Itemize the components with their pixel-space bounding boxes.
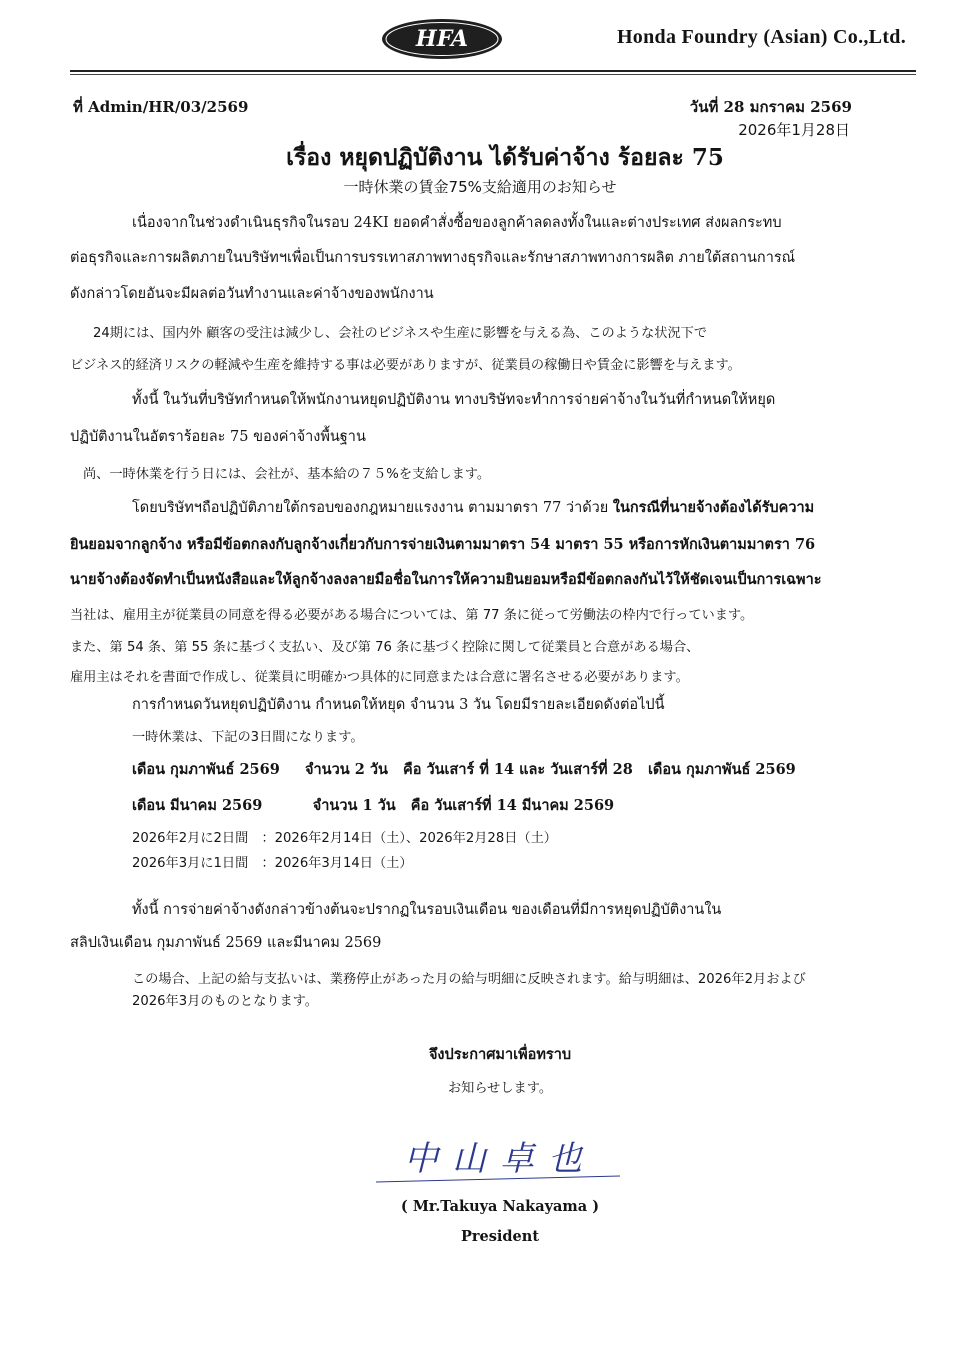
schedule-march-japanese: 2026年3月に1日間 ：2026年3月14日（土） [132, 856, 413, 871]
page-title: เรื่อง หยุดปฏิบัติงาน ได้รับค่าจ้าง ร้อยละ 75 [286, 144, 724, 171]
body-line-bold: นายจ้างต้องจัดทำเป็นหนังสือและให้ลูกจ้างลงลายมือชื่อในการให้ความยินยอมหรือมีข้อตกลงกันไว้ให้ชัดเจนเป็นการเฉพาะ [70, 571, 822, 588]
subtitle-japanese: 一時休業の賃金75%支給適用のお知らせ [343, 178, 617, 196]
date-thai: วันที่ 28 มกราคม 2569 [689, 98, 852, 116]
body-line-japanese: ビジネス的経済リスクの軽減や生産を維持する事は必要がありますが、従業員の稼働日や賃金に影響を与えます。 [70, 358, 741, 373]
body-line-japanese: 24期には、国内外 顧客の受注は減少し、会社のビジネスや生産に影響を与える為、このような状況下で [93, 326, 708, 341]
body-line: ต่อธุรกิจและการผลิตภายในบริษัทฯเพื่อเป็นการบรรเทาสภาพทางธุรกิจและรักษาสภาพทางการผลิต ภายใต้สถานการณ์ [70, 250, 796, 266]
body-line-japanese: 一時休業は、下記の3日間になります。 [132, 730, 364, 745]
body-line-japanese: 当社は、雇用主が従業員の同意を得る必要がある場合については、第 77 条に従って労働法の枠内で行っています。 [70, 608, 754, 623]
closing-japanese: お知らせします。 [447, 1081, 553, 1096]
reference-number: ที่ Admin/HR/03/2569 [73, 98, 249, 116]
body-line-bold: ยินยอมจากลูกจ้าง หรือมีข้อตกลงกับลูกจ้างเกี่ยวกับการจ่ายเงินตามมาตรา 54 มาตรา 55 หรือการหักเงินตามมาตรา 76 [70, 536, 816, 553]
handwritten-signature [370, 1130, 630, 1188]
company-name: Honda Foundry (Asian) Co.,Ltd. [616, 26, 906, 48]
schedule-february-japanese: 2026年2月に2日間 ：2026年2月14日（土）、2026年2月28日（土） [132, 831, 557, 846]
body-line-japanese: 2026年3月のものとなります。 [132, 994, 318, 1009]
signature-script: 中山卓也 [404, 1139, 596, 1179]
body-line: การกำหนดวันหยุดปฏิบัติงาน กำหนดให้หยุด จำนวน 3 วัน โดยมีรายละเอียดดังต่อไปนี้ [132, 697, 665, 713]
header-rule [70, 70, 916, 72]
body-text-bold: ในกรณีที่นายจ้างต้องได้รับความ [612, 499, 815, 516]
body-line: สลิปเงินเดือน กุมภาพันธ์ 2569 และมีนาคม 2569 [70, 935, 382, 951]
body-line-japanese: 雇用主はそれを書面で作成し、従業員に明確かつ具体的に同意または合意に署名させる必要があります。 [70, 670, 689, 685]
header-rule-thin [70, 74, 916, 75]
signatory-name: ( Mr.Takuya Nakayama ) [400, 1198, 600, 1215]
body-text: โดยบริษัทฯถือปฏิบัติภายใต้กรอบของกฎหมายแรงงาน ตามมาตรา 77 ว่าด้วย [132, 500, 613, 516]
company-logo [381, 18, 503, 60]
body-line-japanese: 尚、一時休業を行う日には、会社が、基本給の７５%を支給します。 [83, 467, 491, 482]
body-line [132, 496, 814, 519]
body-line-japanese: また、第 54 条、第 55 条に基づく支払い、及び第 76 条に基づく控除に関して従業員と合意がある場合、 [70, 640, 700, 655]
body-line: ปฏิบัติงานในอัตราร้อยละ 75 ของค่าจ้างพื้นฐาน [70, 429, 366, 445]
closing-thai: จึงประกาศมาเพื่อทราบ [428, 1046, 572, 1063]
body-line: ทั้งนี้ ในวันที่บริษัทกำหนดให้พนักงานหยุดปฏิบัติงาน ทางบริษัทจะทำการจ่ายค่าจ้างในวันที่กำหนดให้หยุด [132, 392, 776, 408]
body-line-japanese: この場合、上記の給与支払いは、業務停止があった月の給与明細に反映されます。給与明細は、2026年2月および [132, 972, 806, 987]
body-line: ทั้งนี้ การจ่ายค่าจ้างดังกล่าวข้างต้นจะปรากฏในรอบเงินเดือน ของเดือนที่มีการหยุดปฏิบัติงานใน [132, 902, 722, 918]
signatory-position: President [460, 1228, 540, 1245]
body-line: เนื่องจากในช่วงดำเนินธุรกิจในรอบ 24KI ยอดคำสั่งซื้อของลูกค้าลดลงทั้งในและต่างประเทศ ส่งผลกระทบ [132, 215, 782, 231]
schedule-february: เดือน กุมภาพันธ์ 2569 จำนวน 2 วัน คือ วันเสาร์ ที่ 14 และ วันเสาร์ที่ 28 เดือน กุมภาพันธ์ 2569 [132, 761, 796, 778]
logo-text: HFA [415, 26, 469, 52]
schedule-march: เดือน มีนาคม 2569 จำนวน 1 วัน คือ วันเสาร์ที่ 14 มีนาคม 2569 [132, 797, 615, 814]
date-japanese: 2026年1月28日 [738, 121, 850, 139]
body-line: ดังกล่าวโดยอันจะมีผลต่อวันทำงานและค่าจ้างของพนักงาน [70, 286, 434, 302]
